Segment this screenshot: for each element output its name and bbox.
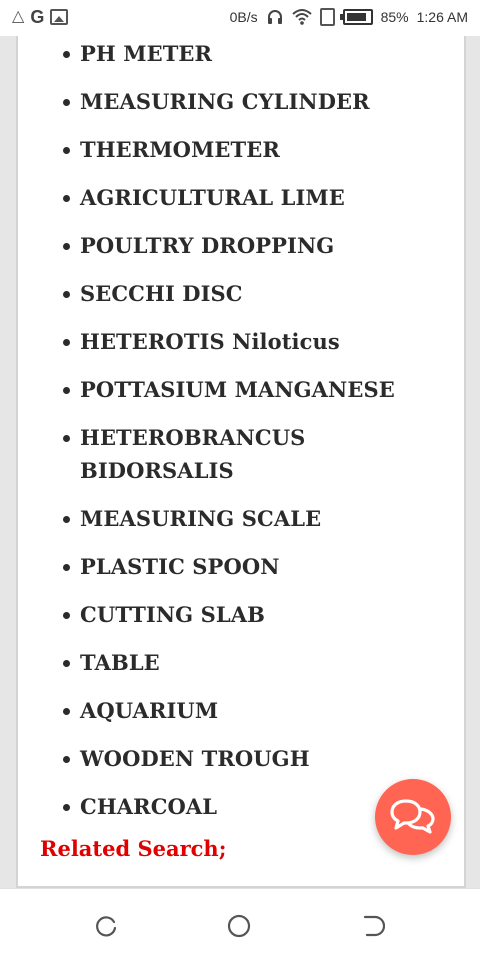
list-item: PH METER xyxy=(80,37,440,70)
list-item: PLASTIC SPOON xyxy=(80,550,440,583)
battery-percent: 85% xyxy=(380,9,409,25)
back-icon xyxy=(361,914,385,938)
recent-apps-button[interactable] xyxy=(94,913,120,939)
home-icon xyxy=(226,913,252,939)
list-item: WOODEN TROUGH xyxy=(80,742,440,775)
navigation-bar xyxy=(0,888,480,961)
chat-button[interactable] xyxy=(375,779,451,855)
list-item: MEASURING CYLINDER xyxy=(80,85,440,118)
list-item: POTTASIUM MANGANESE xyxy=(80,373,440,406)
list-item: AQUARIUM xyxy=(80,694,440,727)
status-system xyxy=(230,8,468,26)
battery-icon xyxy=(343,9,373,25)
image-icon xyxy=(50,9,68,25)
equipment-list xyxy=(80,36,440,838)
status-notifications xyxy=(12,8,68,26)
google-icon: G xyxy=(30,7,45,27)
battery-level-fill xyxy=(347,13,366,21)
no-sim-icon xyxy=(320,8,335,26)
list-item: MEASURING SCALE xyxy=(80,502,440,535)
home-button[interactable] xyxy=(226,913,252,939)
back-button[interactable] xyxy=(360,913,386,939)
list-item: SECCHI DISC xyxy=(80,277,440,310)
headphones-icon xyxy=(266,8,284,26)
list-item: AGRICULTURAL LIME xyxy=(80,181,440,214)
status-bar xyxy=(0,0,480,36)
list-item: HETEROBRANCUS BIDORSALIS xyxy=(80,421,440,487)
article-page[interactable] xyxy=(16,36,466,888)
recent-apps-icon xyxy=(95,914,119,938)
list-item: TABLE xyxy=(80,646,440,679)
wifi-icon xyxy=(292,8,312,26)
network-speed: 0B/s xyxy=(229,9,258,25)
alert-triangle-icon: △ xyxy=(12,8,25,25)
chat-bubbles-icon xyxy=(390,797,436,837)
list-item: CHARCOAL xyxy=(80,790,440,823)
clock: 1:26 AM xyxy=(416,9,468,25)
related-search-heading: Related Search; xyxy=(40,836,227,861)
list-item: CUTTING SLAB xyxy=(80,598,440,631)
list-item: POULTRY DROPPING xyxy=(80,229,440,262)
list-item: HETEROTIS Niloticus xyxy=(80,325,440,358)
list-item: THERMOMETER xyxy=(80,133,440,166)
